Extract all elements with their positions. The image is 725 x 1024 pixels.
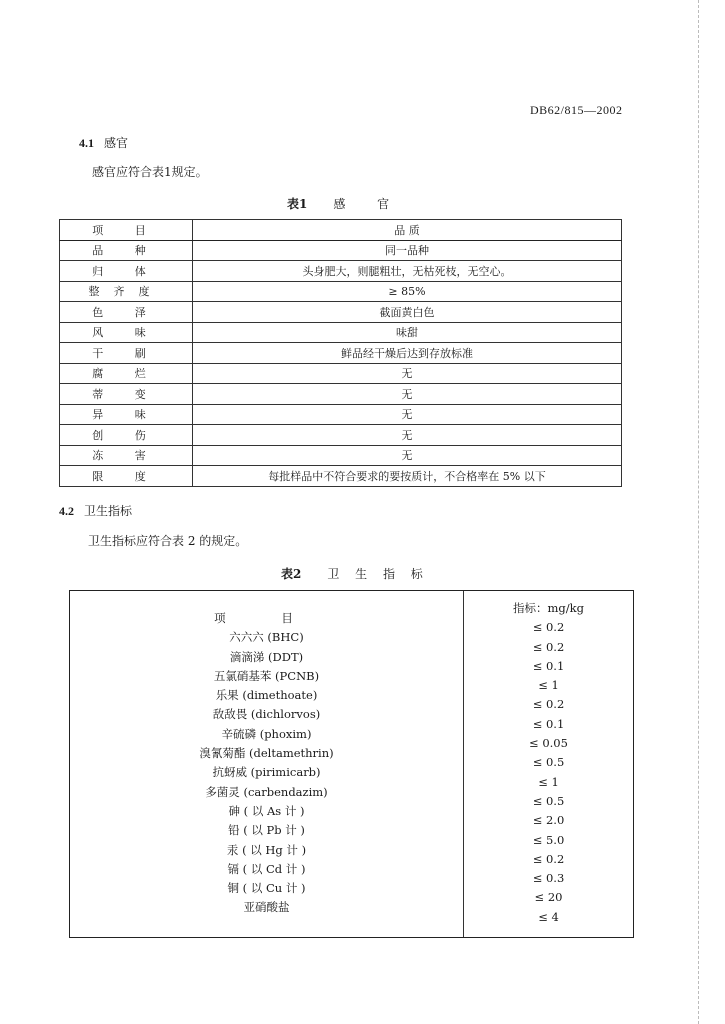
limit-value: ≤ 20 [534, 890, 563, 905]
table-row [60, 363, 622, 384]
limits-column [464, 599, 633, 927]
table-row [60, 384, 622, 405]
limit-value: ≤ 0.2 [532, 697, 565, 712]
table-title: 感 官 [333, 197, 404, 211]
limit-value: ≤ 5.0 [532, 832, 565, 847]
limit-value: ≤ 0.2 [532, 620, 565, 635]
item-name: 溴氰菊酯 (deltamethrin) [199, 746, 334, 761]
item-name: 多菌灵 (carbendazim) [205, 784, 328, 799]
table-row [60, 261, 622, 282]
quality-cell: 头身肥大，则腿粗壮，无枯死枝，无空心。 [193, 261, 622, 282]
limit-value: ≤ 2.0 [532, 813, 565, 828]
item-name: 铅 ( 以 Pb 计 ) [228, 823, 305, 838]
quality-cell: 同一品种 [193, 240, 622, 261]
limit-value: ≤ 1 [538, 774, 559, 789]
table-title: 卫 生 指 标 [327, 567, 429, 581]
table-row [60, 343, 622, 364]
doc-number: DB62/815—2002 [530, 103, 623, 117]
table-row [60, 322, 622, 343]
table1-caption [287, 195, 403, 212]
item-cell: 归 体 [60, 261, 193, 282]
table-row [60, 466, 622, 487]
limit-value: ≤ 0.05 [529, 736, 568, 751]
page-margin-line [698, 0, 699, 1024]
items-header: 项 目 [214, 611, 319, 625]
table-label: 表1 [287, 197, 308, 211]
quality-cell: 每批样品中不符合要求的要按质计，不合格率在 5% 以下 [193, 466, 622, 487]
item-cell: 异 味 [60, 404, 193, 425]
item-name: 滴滴涕 (DDT) [229, 649, 304, 664]
item-name: 乐果 (dimethoate) [215, 688, 318, 703]
section-number: 4.2 [59, 504, 74, 518]
quality-cell: ≥ 85% [193, 281, 622, 302]
quality-cell: 无 [193, 425, 622, 446]
quality-cell: 鲜品经干燥后达到存放标准 [193, 343, 622, 364]
limit-value: ≤ 0.2 [532, 851, 565, 866]
limit-value: ≤ 0.2 [532, 639, 565, 654]
item-name: 亚硝酸盐 [243, 900, 290, 915]
quality-cell: 无 [193, 404, 622, 425]
section-4-1-heading [79, 134, 128, 151]
item-name: 敌敌畏 (dichlorvos) [212, 707, 321, 722]
item-name: 镉 ( 以 Cd 计 ) [227, 861, 306, 876]
item-cell: 色 泽 [60, 302, 193, 323]
item-name: 铜 ( 以 Cu 计 ) [227, 881, 306, 896]
limit-value: ≤ 0.1 [532, 658, 565, 673]
item-cell: 限 度 [60, 466, 193, 487]
table2-hygiene [69, 590, 634, 938]
section-4-1-text: 感官应符合表1规定。 [92, 165, 208, 179]
item-cell: 干 刷 [60, 343, 193, 364]
limit-value: ≤ 4 [538, 909, 559, 924]
item-cell: 品 种 [60, 240, 193, 261]
table-label: 表2 [281, 567, 302, 581]
limit-value: ≤ 1 [538, 678, 559, 693]
limit-value: ≤ 0.5 [532, 793, 565, 808]
item-cell: 冻 害 [60, 445, 193, 466]
quality-cell: 品 质 [193, 220, 622, 241]
items-column [70, 609, 463, 918]
limit-value: ≤ 0.1 [532, 716, 565, 731]
item-cell: 腐 烂 [60, 363, 193, 384]
quality-cell: 截面黄白色 [193, 302, 622, 323]
item-cell: 整齐度 [60, 281, 193, 302]
table-row [60, 302, 622, 323]
table-row [60, 281, 622, 302]
section-title: 感官 [104, 136, 129, 150]
item-name: 汞 ( 以 Hg 计 ) [226, 842, 307, 857]
quality-cell: 无 [193, 384, 622, 405]
item-name: 五氯硝基苯 (PCNB) [213, 668, 320, 683]
item-name: 抗蚜威 (pirimicarb) [212, 765, 321, 780]
table-row [60, 425, 622, 446]
item-name: 辛硫磷 (phoxim) [221, 726, 312, 741]
section-title: 卫生指标 [84, 504, 133, 518]
table1-sensory [59, 219, 622, 487]
item-name: 砷 ( 以 As 计 ) [228, 803, 305, 818]
limit-value: ≤ 0.5 [532, 755, 565, 770]
item-cell: 创 伤 [60, 425, 193, 446]
section-number: 4.1 [79, 136, 94, 150]
limits-header: 指标：mg/kg [513, 601, 584, 615]
table-row [60, 404, 622, 425]
quality-cell: 味甜 [193, 322, 622, 343]
table-row [60, 445, 622, 466]
limit-value: ≤ 0.3 [532, 871, 565, 886]
item-cell: 项 目 [60, 220, 193, 241]
table2-caption [281, 565, 429, 582]
item-cell: 蒂 变 [60, 384, 193, 405]
table-row [60, 240, 622, 261]
item-name: 六六六 (BHC) [229, 630, 304, 645]
table-header-row [60, 220, 622, 241]
section-4-2-heading [59, 502, 132, 519]
quality-cell: 无 [193, 363, 622, 384]
item-cell: 风 味 [60, 322, 193, 343]
quality-cell: 无 [193, 445, 622, 466]
section-4-2-text: 卫生指标应符合表 2 的规定。 [88, 534, 248, 548]
